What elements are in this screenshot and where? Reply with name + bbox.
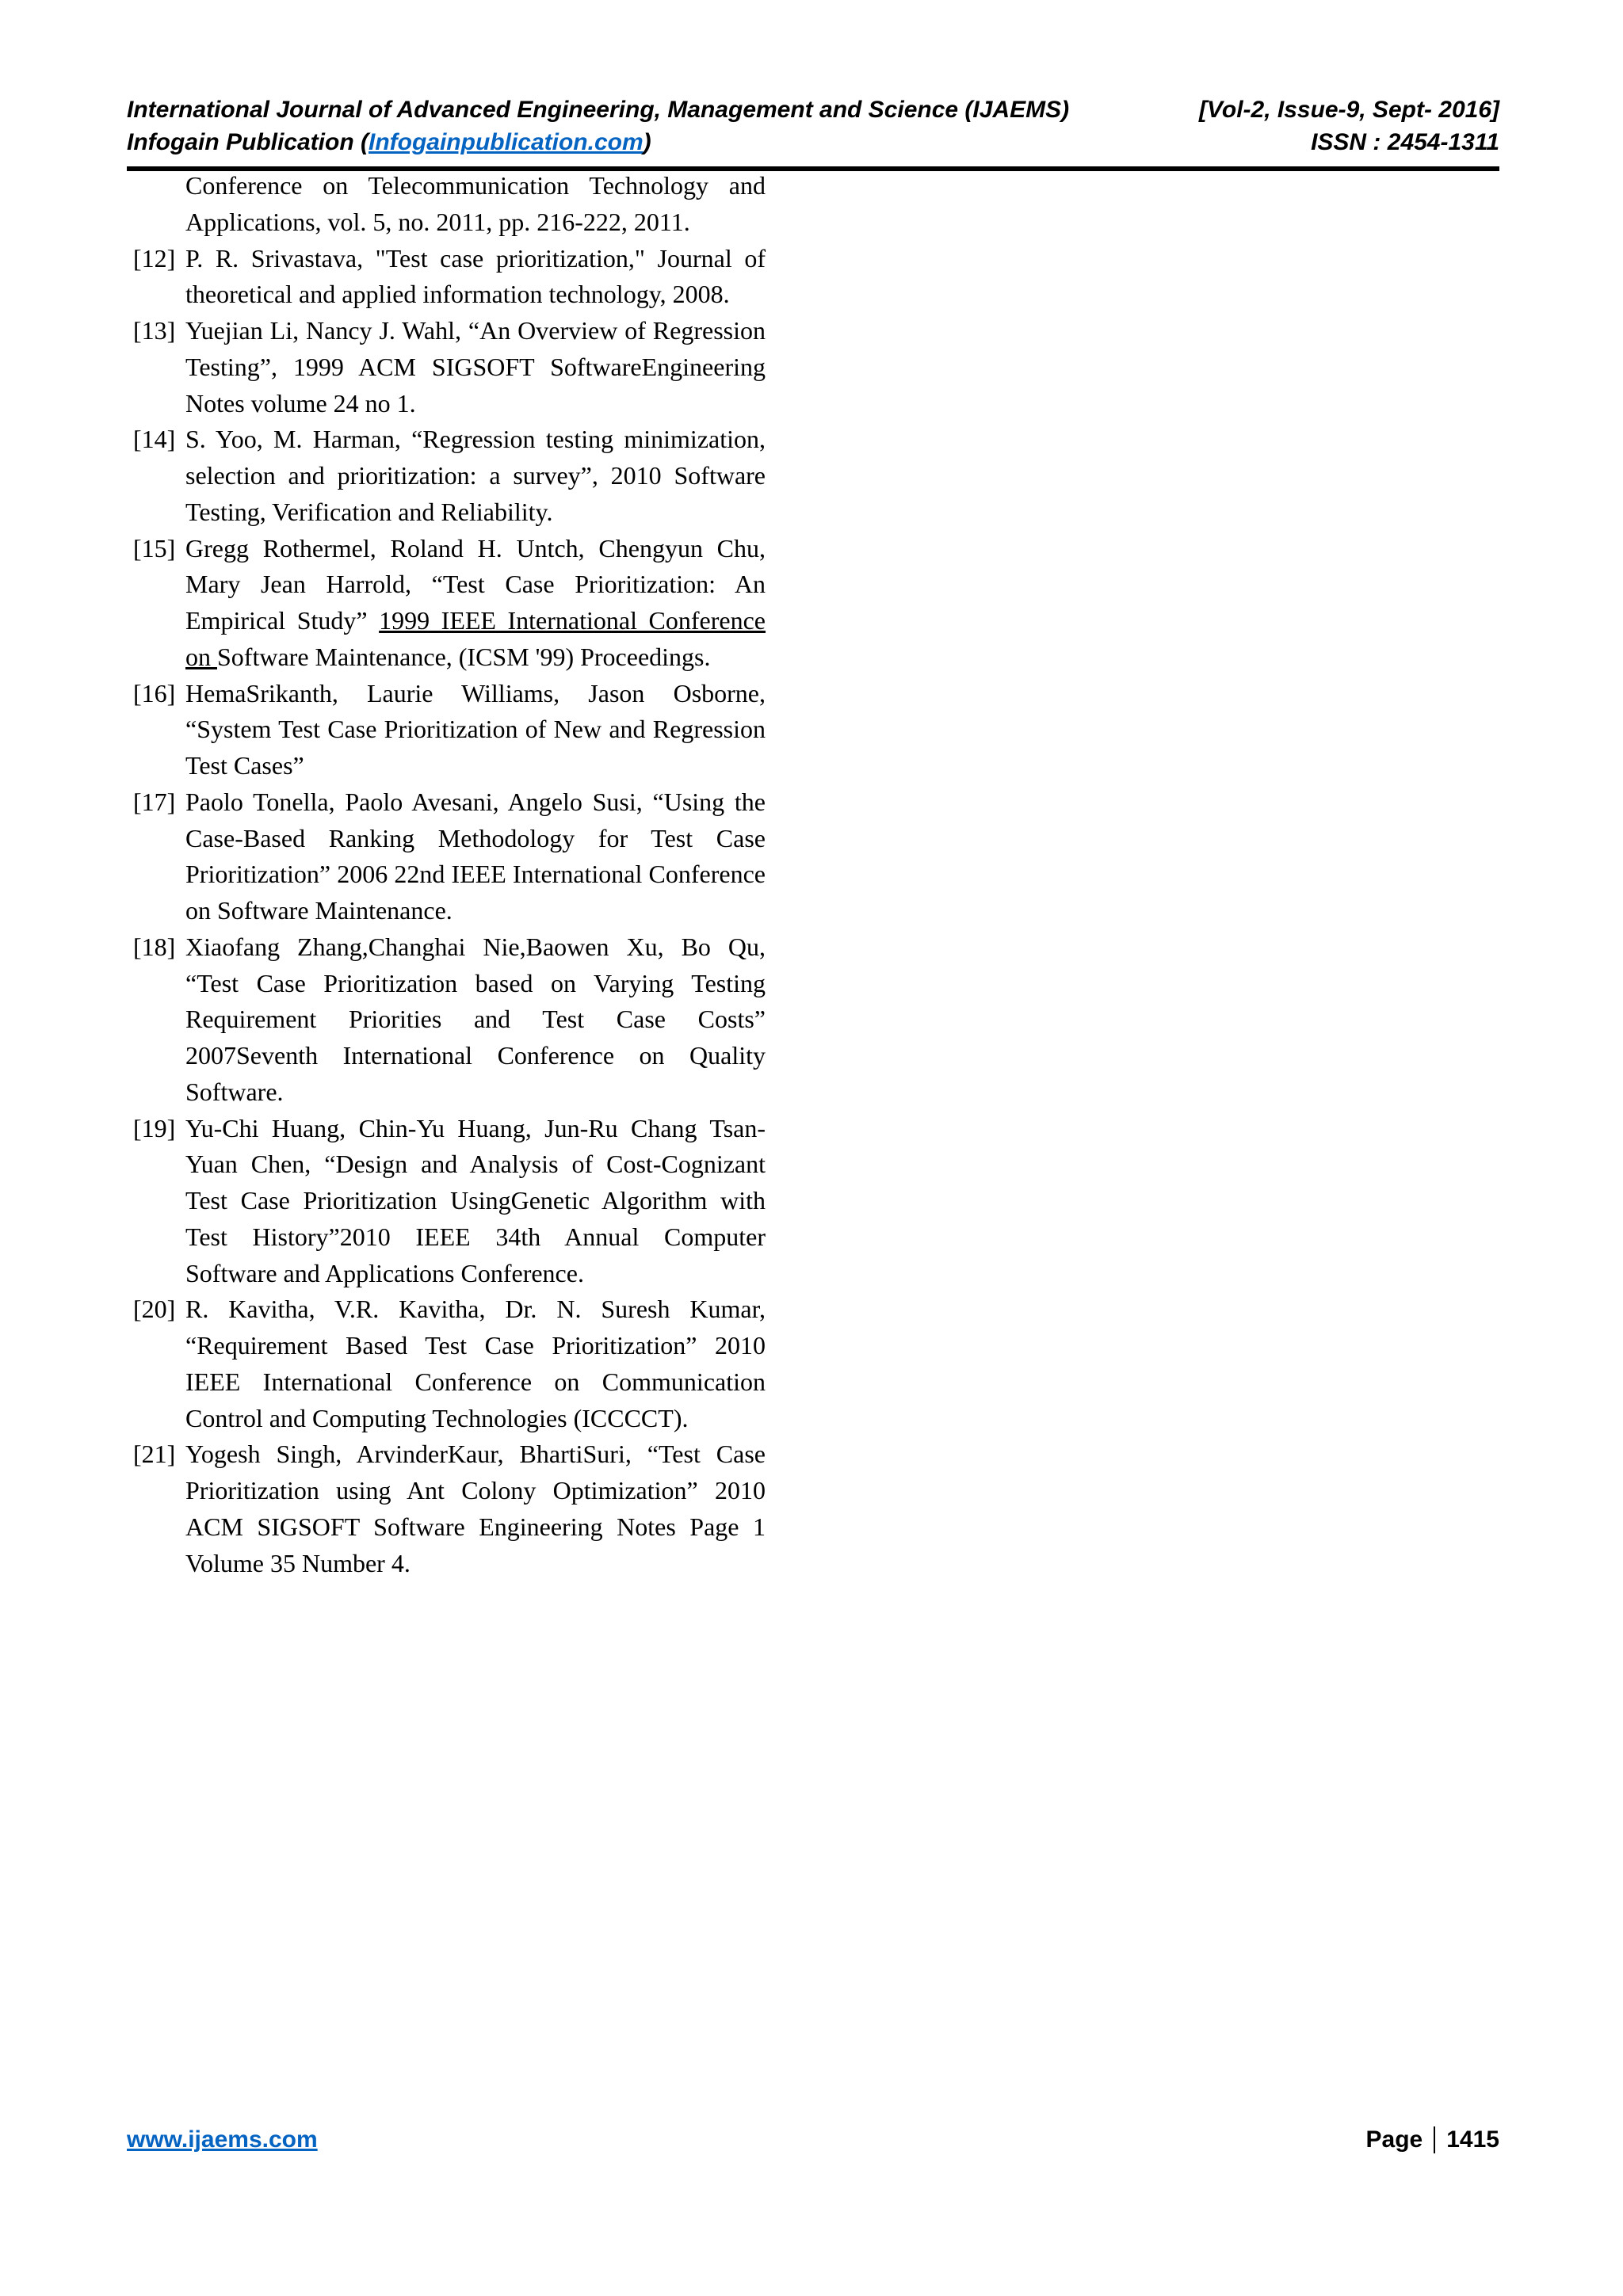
page-indicator	[1366, 2126, 1499, 2153]
publisher-suffix: )	[643, 129, 651, 155]
reference-number: [20]	[133, 1295, 176, 1324]
header-row-2	[127, 126, 1499, 158]
reference-text: Yu-Chi Huang, Chin-Yu Huang, Jun-Ru Chang Tsan-Yuan Chen, “Design and Analysis of Cost-Cognizant Test Case Prioritization UsingGenetic Algorithm with Test History”2010 IEEE 34th Annual Computer Software and Applications Conference.	[185, 1113, 766, 1287]
reference-number: [15]	[133, 533, 176, 563]
reference-text-part: Software Maintenance, (ICSM '99) Proceedings.	[217, 642, 711, 671]
reference-text: R. Kavitha, V.R. Kavitha, Dr. N. Suresh Kumar, “Requirement Based Test Case Prioritization” 2010 IEEE International Conference on Communication Control and Computing Technologies (ICCCCT).	[185, 1295, 766, 1432]
reference-number: [21]	[133, 1440, 176, 1469]
references-list	[133, 168, 766, 1581]
reference-17	[133, 784, 766, 929]
reference-text: Yuejian Li, Nancy J. Wahl, “An Overview of Regression Testing”, 1999 ACM SIGSOFT SoftwareEngineering Notes volume 24 no 1.	[185, 316, 766, 418]
reference-20	[133, 1291, 766, 1436]
reference-number: [18]	[133, 932, 176, 961]
issn: ISSN : 2454-1311	[1311, 129, 1499, 155]
page-divider	[1434, 2126, 1435, 2153]
volume-info: [Vol-2, Issue-9, Sept- 2016]	[1198, 97, 1499, 123]
page-footer	[127, 2126, 1499, 2153]
journal-title: International Journal of Advanced Engineering, Management and Science (IJAEMS)	[127, 97, 1070, 123]
reference-15	[133, 531, 766, 676]
reference-text: Xiaofang Zhang,Changhai Nie,Baowen Xu, Bo Qu, “Test Case Prioritization based on Varying Testing Requirement Priorities and Test Case Costs” 2007Seventh International Conference on Quality Software.	[185, 932, 766, 1106]
reference-text: Paolo Tonella, Paolo Avesani, Angelo Susi, “Using the Case-Based Ranking Methodology for Test Case Prioritization” 2006 22nd IEEE International Conference on Software Maintenance.	[185, 787, 766, 925]
reference-text: HemaSrikanth, Laurie Williams, Jason Osborne, “System Test Case Prioritization of New and Regression Test Cases”	[185, 678, 766, 780]
reference-21	[133, 1436, 766, 1581]
publisher-prefix: Infogain Publication (	[127, 129, 369, 155]
reference-14	[133, 421, 766, 530]
reference-continuation: Conference on Telecommunication Technology and Applications, vol. 5, no. 2011, pp. 216-222, 2011.	[185, 171, 766, 236]
page-number: 1415	[1446, 2126, 1499, 2153]
reference-text: Yogesh Singh, ArvinderKaur, BhartiSuri, “Test Case Prioritization using Ant Colony Optimization” 2010 ACM SIGSOFT Software Engineering Notes Page 1 Volume 35 Number 4.	[185, 1440, 766, 1577]
publisher	[127, 126, 651, 158]
reference-text-part: Gregg Rothermel, Roland H. Untch, Chengyun Chu, Mary Jean Harrold, “Test Case Prioritization: An Empirical Study”	[185, 533, 766, 635]
reference-text-underlined: 1999 IEEE International Conference on	[185, 606, 766, 671]
reference-number: [13]	[133, 316, 176, 345]
reference-19	[133, 1111, 766, 1292]
reference-number: [12]	[133, 243, 176, 273]
publisher-link[interactable]: Infogainpublication.com	[368, 129, 643, 155]
reference-number: [19]	[133, 1113, 176, 1142]
reference-13	[133, 313, 766, 421]
page-label: Page	[1365, 2126, 1423, 2153]
reference-16	[133, 676, 766, 784]
reference-number: [16]	[133, 678, 176, 707]
reference-text	[185, 531, 766, 676]
website-link[interactable]: www.ijaems.com	[127, 2126, 318, 2153]
page-header	[127, 93, 1499, 158]
reference-number: [14]	[133, 425, 176, 454]
reference-12	[133, 241, 766, 314]
header-row-1	[127, 93, 1499, 126]
reference-text: P. R. Srivastava, "Test case prioritization," Journal of theoretical and applied information technology, 2008.	[185, 243, 766, 309]
reference-number: [17]	[133, 787, 176, 816]
reference-18	[133, 929, 766, 1111]
reference-text: S. Yoo, M. Harman, “Regression testing minimization, selection and prioritization: a survey”, 2010 Software Testing, Verification and Reliability.	[185, 425, 766, 526]
